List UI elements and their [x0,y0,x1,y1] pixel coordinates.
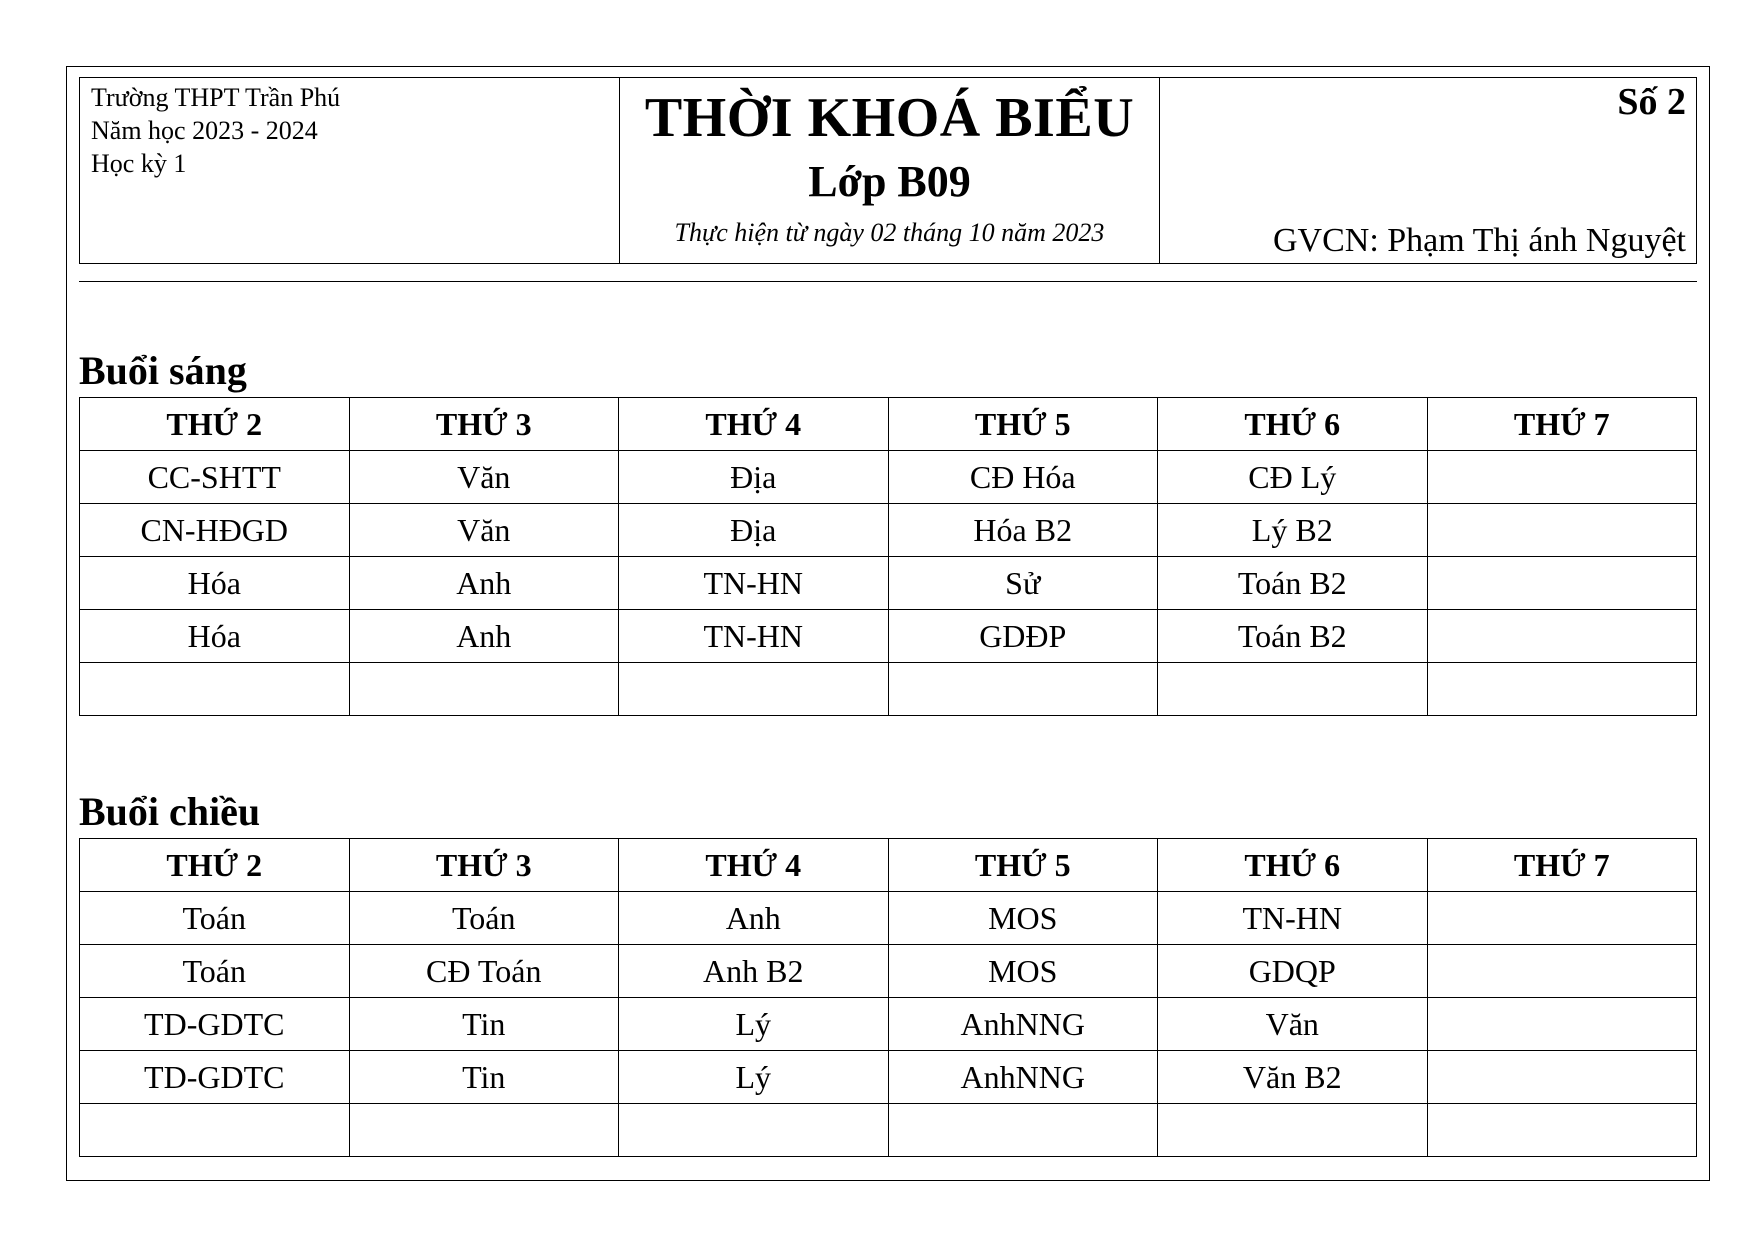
day-header: THỨ 4 [619,839,889,892]
subject-cell [1427,451,1697,504]
subject-cell [1427,504,1697,557]
subject-cell [1427,1051,1697,1104]
morning-timetable [79,397,1697,716]
homeroom-teacher: GVCN: Phạm Thị ánh Nguyệt [1272,222,1686,259]
afternoon-session-title: Buổi chiều [79,789,261,834]
morning-body [80,451,1697,716]
subject-cell: Toán [80,892,350,945]
subject-cell: TN-HN [619,557,889,610]
afternoon-body [80,892,1697,1157]
subject-cell: Lý B2 [1158,504,1428,557]
semester: Học kỳ 1 [91,149,187,178]
subject-cell: Hóa B2 [888,504,1158,557]
subject-cell: Lý [619,998,889,1051]
effective-date: Thực hiện từ ngày 02 tháng 10 năm 2023 [674,218,1105,247]
subject-cell [349,1104,619,1157]
subject-cell: TD-GDTC [80,1051,350,1104]
subject-cell: GDQP [1158,945,1428,998]
morning-session-title: Buổi sáng [79,348,247,393]
subject-cell: MOS [888,945,1158,998]
subject-cell: CC-SHTT [80,451,350,504]
subject-cell: Tin [349,1051,619,1104]
morning-header-row [80,398,1697,451]
subject-cell: Hóa [80,610,350,663]
subject-cell: Địa [619,504,889,557]
subject-cell: Anh B2 [619,945,889,998]
subject-cell [349,663,619,716]
period-row [80,1104,1697,1157]
school-info [80,78,620,263]
subject-cell [1158,1104,1428,1157]
day-header: THỨ 2 [80,398,350,451]
subject-cell: TD-GDTC [80,998,350,1051]
subject-cell [80,663,350,716]
subject-cell [80,1104,350,1157]
subject-cell [1427,557,1697,610]
subject-cell: Anh [349,610,619,663]
day-header: THỨ 7 [1427,839,1697,892]
subject-cell [1427,1104,1697,1157]
day-header: THỨ 2 [80,839,350,892]
period-row [80,451,1697,504]
afternoon-header-row [80,839,1697,892]
subject-cell: Anh [619,892,889,945]
class-name: Lớp B09 [808,157,971,206]
subject-cell [619,1104,889,1157]
subject-cell: Toán [80,945,350,998]
subject-cell [1427,945,1697,998]
subject-cell: Địa [619,451,889,504]
subject-cell: CĐ Hóa [888,451,1158,504]
subject-cell [1158,663,1428,716]
document-header [79,77,1697,264]
period-row [80,998,1697,1051]
school-name: Trường THPT Trần Phú [91,83,341,112]
subject-cell [1427,998,1697,1051]
subject-cell: Văn [349,451,619,504]
subject-cell: Toán B2 [1158,557,1428,610]
subject-cell [1427,663,1697,716]
subject-cell [888,1104,1158,1157]
subject-cell: GDĐP [888,610,1158,663]
subject-cell: Văn [1158,998,1428,1051]
header-divider [79,281,1697,282]
period-row [80,504,1697,557]
subject-cell: AnhNNG [888,998,1158,1051]
subject-cell: Văn [349,504,619,557]
day-header: THỨ 4 [619,398,889,451]
day-header: THỨ 7 [1427,398,1697,451]
subject-cell: TN-HN [1158,892,1428,945]
subject-cell: Sử [888,557,1158,610]
subject-cell: AnhNNG [888,1051,1158,1104]
day-header: THỨ 6 [1158,398,1428,451]
subject-cell: Tin [349,998,619,1051]
subject-cell: TN-HN [619,610,889,663]
afternoon-timetable [79,838,1697,1157]
subject-cell: Hóa [80,557,350,610]
day-header: THỨ 3 [349,839,619,892]
period-row [80,892,1697,945]
day-header: THỨ 5 [888,398,1158,451]
subject-cell: Toán B2 [1158,610,1428,663]
subject-cell: Toán [349,892,619,945]
period-row [80,557,1697,610]
subject-cell: CĐ Lý [1158,451,1428,504]
subject-cell: CĐ Toán [349,945,619,998]
subject-cell: Lý [619,1051,889,1104]
subject-cell [619,663,889,716]
period-row [80,1051,1697,1104]
subject-cell: MOS [888,892,1158,945]
school-year: Năm học 2023 - 2024 [91,116,318,145]
meta-block [1160,78,1696,263]
day-header: THỨ 3 [349,398,619,451]
period-row [80,663,1697,716]
subject-cell [888,663,1158,716]
day-header: THỨ 6 [1158,839,1428,892]
document-number: Số 2 [1617,81,1686,123]
subject-cell [1427,610,1697,663]
subject-cell: Văn B2 [1158,1051,1428,1104]
title-block [620,78,1160,263]
period-row [80,945,1697,998]
day-header: THỨ 5 [888,839,1158,892]
period-row [80,610,1697,663]
subject-cell [1427,892,1697,945]
subject-cell: Anh [349,557,619,610]
subject-cell: CN-HĐGD [80,504,350,557]
document-title: THỜI KHOÁ BIỂU [644,87,1135,149]
